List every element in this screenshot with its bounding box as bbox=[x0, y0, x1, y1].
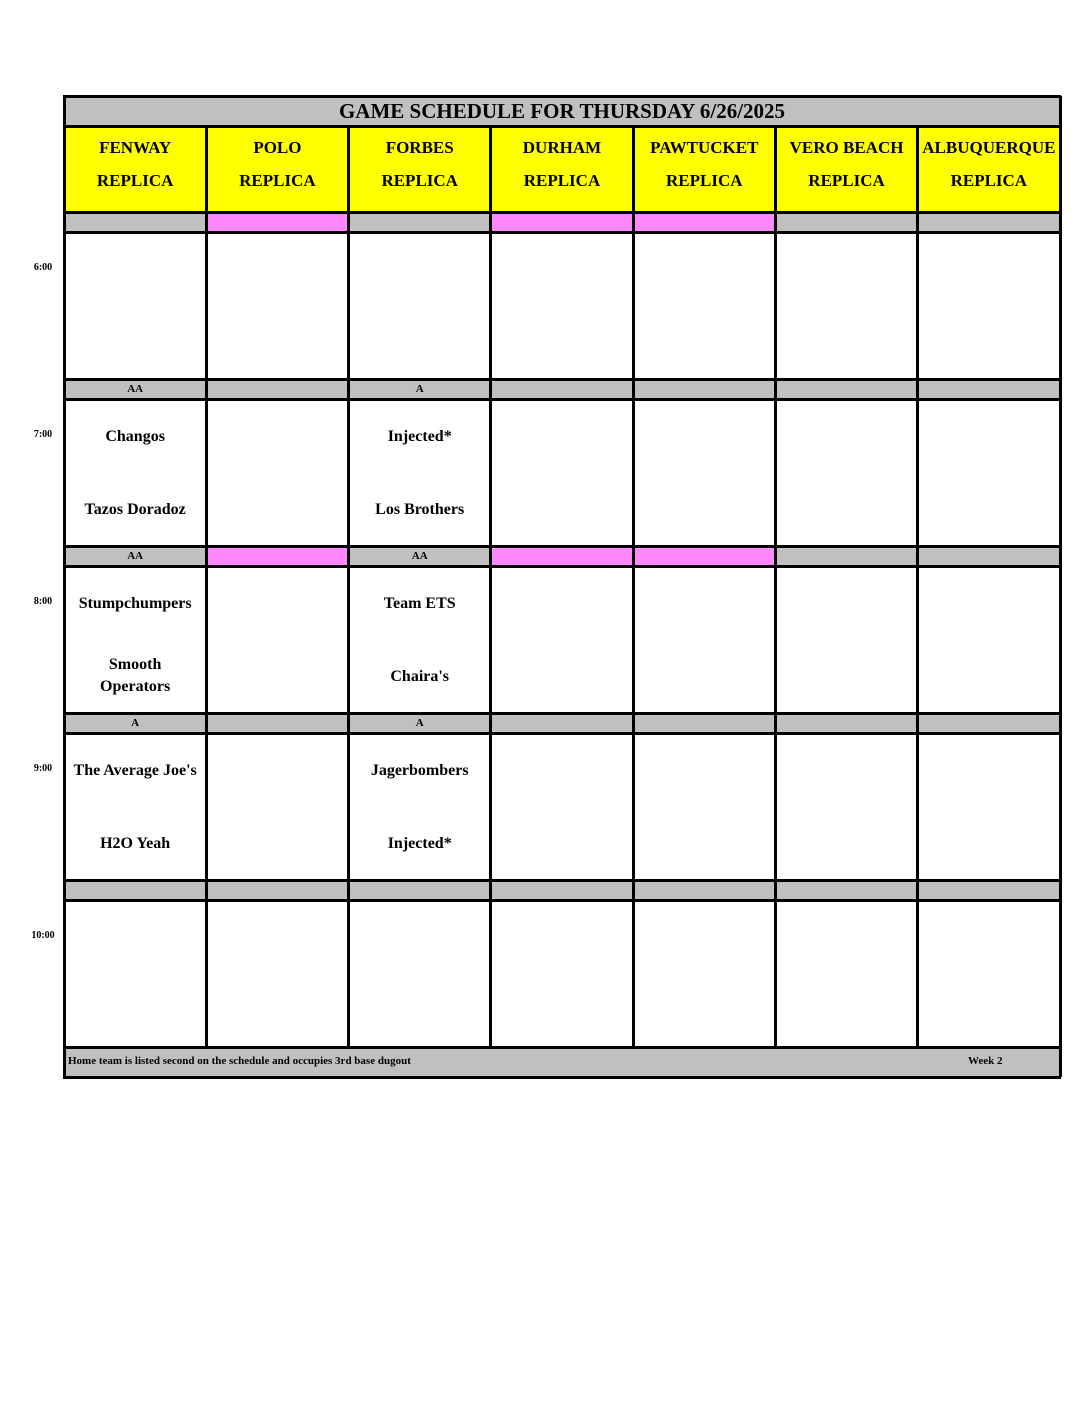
field-name: ALBUQUERQUE bbox=[922, 138, 1056, 157]
grid-line bbox=[64, 1046, 1060, 1049]
division-band bbox=[918, 212, 1060, 232]
grid-line bbox=[63, 96, 66, 1077]
field-subtitle: REPLICA bbox=[96, 171, 174, 190]
game-cell[interactable] bbox=[491, 566, 633, 713]
game-cell[interactable] bbox=[491, 900, 633, 1047]
game-cell[interactable] bbox=[349, 399, 491, 546]
game-cell[interactable] bbox=[633, 232, 775, 379]
field-name: DURHAM bbox=[522, 138, 602, 157]
grid-line bbox=[64, 899, 1060, 902]
field-subtitle: REPLICA bbox=[808, 171, 885, 190]
field-subtitle: REPLICA bbox=[523, 171, 601, 190]
grid-line bbox=[64, 398, 1060, 401]
game-cell[interactable] bbox=[64, 733, 206, 880]
game-cell[interactable] bbox=[206, 399, 348, 546]
grid-line bbox=[1059, 96, 1062, 1077]
grid-line bbox=[489, 126, 492, 1047]
grid-line bbox=[774, 126, 777, 1047]
game-cell[interactable] bbox=[491, 232, 633, 379]
grid-line bbox=[347, 126, 350, 1047]
division-band: A bbox=[64, 713, 206, 733]
division-band bbox=[775, 713, 917, 733]
division-band bbox=[206, 379, 348, 399]
division-band bbox=[775, 379, 917, 399]
field-subtitle: REPLICA bbox=[381, 171, 458, 190]
time-label: 6:00 bbox=[33, 262, 53, 273]
field-header-pawtucket bbox=[633, 126, 775, 212]
footer-note: Home team is listed second on the schedule and occupies 3rd base dugout bbox=[68, 1055, 411, 1067]
game-cell[interactable] bbox=[918, 232, 1060, 379]
away-team: Stumpchumpers bbox=[78, 595, 192, 612]
division-band: AA bbox=[349, 546, 491, 566]
division-band bbox=[918, 546, 1060, 566]
division-band bbox=[349, 880, 491, 900]
away-team: Team ETS bbox=[383, 595, 456, 612]
field-name: VERO BEACH bbox=[789, 138, 904, 157]
grid-line bbox=[916, 126, 919, 1047]
grid-line bbox=[64, 545, 1060, 548]
game-cell[interactable] bbox=[64, 566, 206, 713]
field-header-polo bbox=[206, 126, 348, 212]
division-band bbox=[775, 546, 917, 566]
footer-bar bbox=[64, 1047, 1060, 1077]
away-team: The Average Joe's bbox=[73, 762, 197, 779]
home-team: Chaira's bbox=[390, 668, 450, 685]
home-team: Tazos Doradoz bbox=[84, 501, 186, 518]
time-label: 8:00 bbox=[33, 596, 53, 607]
division-band: A bbox=[349, 713, 491, 733]
game-cell[interactable] bbox=[633, 566, 775, 713]
division-band bbox=[918, 713, 1060, 733]
game-cell[interactable] bbox=[206, 232, 348, 379]
division-band bbox=[491, 880, 633, 900]
grid-line bbox=[205, 126, 208, 1047]
division-band bbox=[64, 212, 206, 232]
field-name: POLO bbox=[253, 138, 302, 157]
home-team: Smooth Operators bbox=[100, 656, 171, 695]
division-band: A bbox=[349, 379, 491, 399]
game-cell[interactable] bbox=[775, 232, 917, 379]
game-cell[interactable] bbox=[64, 232, 206, 379]
game-cell[interactable] bbox=[206, 900, 348, 1047]
field-name: FORBES bbox=[385, 138, 454, 157]
grid-line bbox=[63, 95, 1061, 98]
away-team: Injected* bbox=[387, 428, 452, 445]
field-header-fenway bbox=[64, 126, 206, 212]
week-label: Week 2 bbox=[968, 1055, 1003, 1067]
division-band bbox=[633, 713, 775, 733]
grid-line bbox=[64, 712, 1060, 715]
field-name: FENWAY bbox=[99, 138, 172, 157]
game-cell[interactable] bbox=[633, 733, 775, 880]
game-cell[interactable] bbox=[206, 733, 348, 880]
game-cell[interactable] bbox=[64, 900, 206, 1047]
division-band bbox=[633, 212, 775, 232]
field-name: PAWTUCKET bbox=[650, 138, 759, 157]
field-header-durham bbox=[491, 126, 633, 212]
grid-line bbox=[64, 378, 1060, 381]
division-band bbox=[206, 713, 348, 733]
time-label: 9:00 bbox=[33, 763, 53, 774]
grid-line bbox=[63, 1076, 1061, 1079]
field-subtitle: REPLICA bbox=[239, 171, 316, 190]
grid-line bbox=[64, 732, 1060, 735]
division-band bbox=[775, 880, 917, 900]
game-cell[interactable] bbox=[775, 566, 917, 713]
game-cell[interactable] bbox=[491, 733, 633, 880]
division-band bbox=[918, 880, 1060, 900]
grid-line bbox=[64, 125, 1060, 128]
field-subtitle: REPLICA bbox=[666, 171, 743, 190]
game-cell[interactable] bbox=[918, 733, 1060, 880]
home-team: H2O Yeah bbox=[100, 835, 171, 852]
grid-line bbox=[64, 565, 1060, 568]
time-label: 10:00 bbox=[31, 930, 55, 941]
division-band: AA bbox=[64, 546, 206, 566]
division-band bbox=[491, 546, 633, 566]
game-cell[interactable] bbox=[918, 566, 1060, 713]
division-band bbox=[349, 212, 491, 232]
division-band bbox=[633, 379, 775, 399]
away-team: Jagerbombers bbox=[370, 762, 469, 779]
division-band bbox=[64, 880, 206, 900]
away-team: Changos bbox=[105, 428, 165, 445]
division-band: AA bbox=[64, 379, 206, 399]
field-header-forbes bbox=[349, 126, 491, 212]
game-cell[interactable] bbox=[775, 399, 917, 546]
grid-line bbox=[64, 211, 1060, 214]
division-band bbox=[491, 713, 633, 733]
time-label: 7:00 bbox=[33, 429, 53, 440]
division-band bbox=[491, 379, 633, 399]
division-band bbox=[491, 212, 633, 232]
game-cell[interactable] bbox=[491, 399, 633, 546]
game-cell[interactable] bbox=[633, 399, 775, 546]
division-band bbox=[633, 546, 775, 566]
game-cell[interactable] bbox=[349, 733, 491, 880]
field-header-vero-beach bbox=[775, 126, 917, 212]
division-band bbox=[918, 379, 1060, 399]
game-cell[interactable] bbox=[775, 733, 917, 880]
game-cell[interactable] bbox=[206, 566, 348, 713]
game-cell[interactable] bbox=[918, 399, 1060, 546]
division-band bbox=[775, 212, 917, 232]
game-cell[interactable] bbox=[349, 900, 491, 1047]
division-band bbox=[206, 880, 348, 900]
home-team: Los Brothers bbox=[375, 501, 465, 518]
home-team: Injected* bbox=[387, 835, 452, 852]
division-band bbox=[206, 546, 348, 566]
game-cell[interactable] bbox=[349, 566, 491, 713]
field-header-albuquerque bbox=[918, 126, 1060, 212]
game-cell[interactable] bbox=[349, 232, 491, 379]
grid-line bbox=[64, 231, 1060, 234]
grid-line bbox=[64, 879, 1060, 882]
game-cell[interactable] bbox=[64, 399, 206, 546]
game-cell[interactable] bbox=[633, 900, 775, 1047]
field-subtitle: REPLICA bbox=[950, 171, 1028, 190]
division-band bbox=[206, 212, 348, 232]
division-band bbox=[633, 880, 775, 900]
game-cell[interactable] bbox=[775, 900, 917, 1047]
game-cell[interactable] bbox=[918, 900, 1060, 1047]
page-title: GAME SCHEDULE FOR THURSDAY 6/26/2025 bbox=[64, 96, 1060, 126]
grid-line bbox=[632, 126, 635, 1047]
